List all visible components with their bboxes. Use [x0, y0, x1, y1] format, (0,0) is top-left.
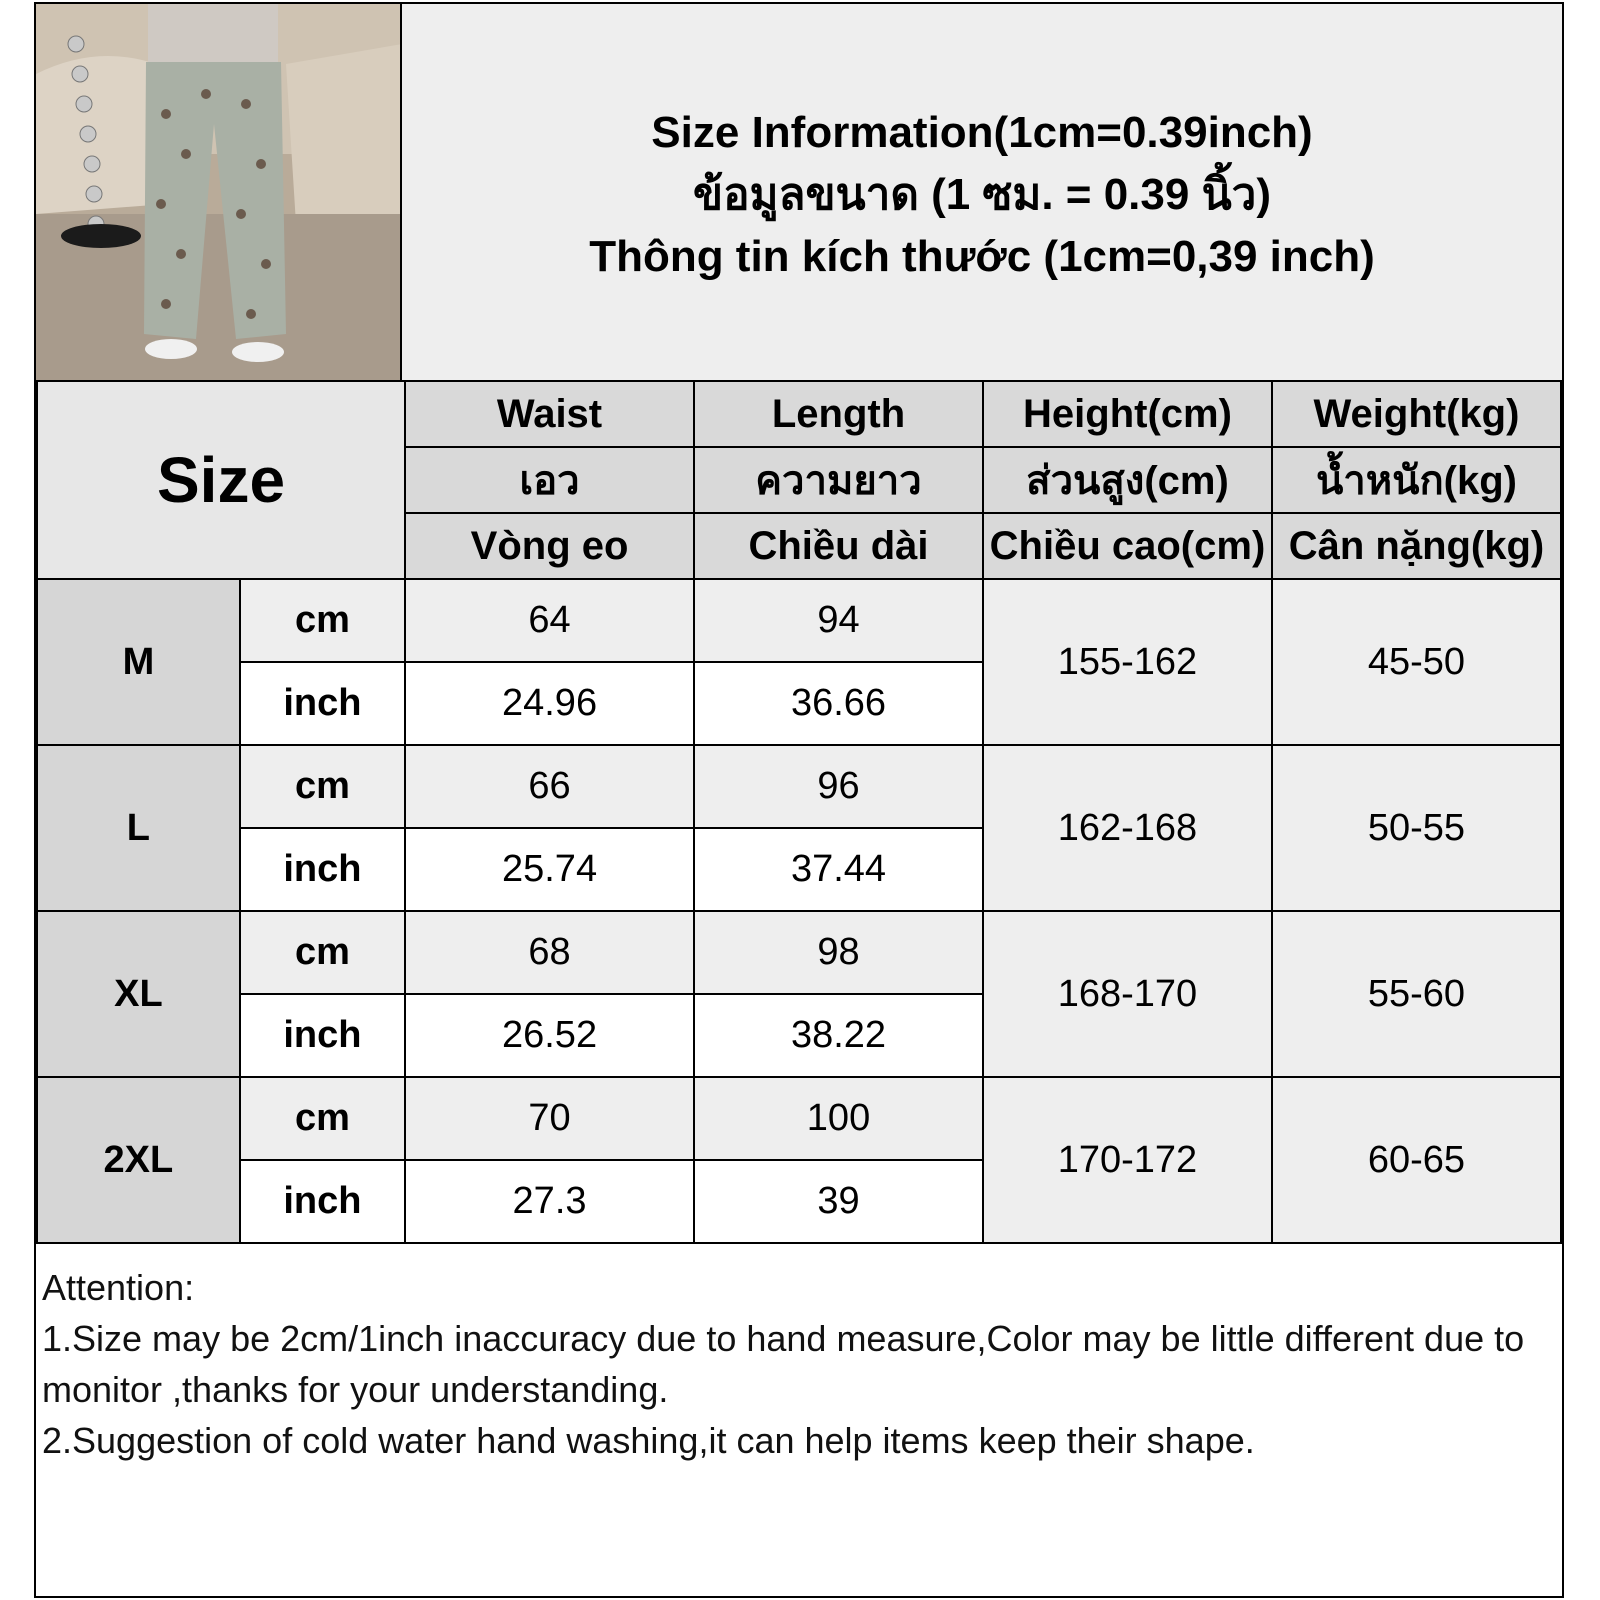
title-line-vietnamese: Thông tin kích thước (1cm=0,39 inch)	[589, 232, 1375, 281]
product-photo	[36, 4, 402, 380]
col-header-waist-thai: เอว	[405, 447, 694, 513]
col-header-length-thai: ความยาว	[694, 447, 983, 513]
col-header-waist: Waist	[405, 381, 694, 447]
waist-inch-value: 24.96	[405, 662, 694, 745]
col-header-weight: Weight(kg)	[1272, 381, 1561, 447]
size-label: XL	[37, 911, 240, 1077]
size-table	[36, 380, 1562, 1244]
weight-range: 60-65	[1272, 1077, 1561, 1243]
product-photo-image	[36, 4, 402, 380]
size-chart-sheet	[34, 2, 1564, 1598]
length-inch-value: 38.22	[694, 994, 983, 1077]
waist-cm-value: 68	[405, 911, 694, 994]
attention-note-2: 2.Suggestion of cold water hand washing,it can help items keep their shape.	[42, 1420, 1255, 1461]
attention-heading: Attention:	[42, 1267, 195, 1308]
height-range: 168-170	[983, 911, 1272, 1077]
unit-label: cm	[240, 579, 405, 662]
col-header-length-vi: Chiều dài	[694, 513, 983, 579]
waist-cm-value: 70	[405, 1077, 694, 1160]
height-range: 155-162	[983, 579, 1272, 745]
unit-label: cm	[240, 1077, 405, 1160]
col-header-weight-vi: Cân nặng(kg)	[1272, 513, 1561, 579]
height-range: 162-168	[983, 745, 1272, 911]
col-header-height-vi: Chiều cao(cm)	[983, 513, 1272, 579]
unit-label: inch	[240, 1160, 405, 1243]
unit-label: inch	[240, 994, 405, 1077]
height-range: 170-172	[983, 1077, 1272, 1243]
unit-label: cm	[240, 911, 405, 994]
length-inch-value: 39	[694, 1160, 983, 1243]
table-row	[37, 745, 1561, 828]
size-label: M	[37, 579, 240, 745]
waist-cm-value: 64	[405, 579, 694, 662]
weight-range: 55-60	[1272, 911, 1561, 1077]
header-row-english	[37, 381, 1561, 447]
length-inch-value: 37.44	[694, 828, 983, 911]
table-row	[37, 911, 1561, 994]
title-line-thai: ข้อมูลขนาด (1 ซม. = 0.39 นิ้ว)	[692, 170, 1271, 219]
size-label: 2XL	[37, 1077, 240, 1243]
size-header: Size	[37, 381, 405, 579]
waist-inch-value: 26.52	[405, 994, 694, 1077]
unit-label: inch	[240, 662, 405, 745]
length-cm-value: 100	[694, 1077, 983, 1160]
col-header-height: Height(cm)	[983, 381, 1272, 447]
col-header-height-thai: ส่วนสูง(cm)	[983, 447, 1272, 513]
length-cm-value: 96	[694, 745, 983, 828]
length-inch-value: 36.66	[694, 662, 983, 745]
table-row	[37, 579, 1561, 662]
title-line-english: Size Information(1cm=0.39inch)	[651, 108, 1313, 157]
col-header-weight-thai: น้ำหนัก(kg)	[1272, 447, 1561, 513]
unit-label: inch	[240, 828, 405, 911]
waist-inch-value: 25.74	[405, 828, 694, 911]
waist-cm-value: 66	[405, 745, 694, 828]
length-cm-value: 94	[694, 579, 983, 662]
waist-inch-value: 27.3	[405, 1160, 694, 1243]
attention-note-1: 1.Size may be 2cm/1inch inaccuracy due to hand measure,Color may be little different due to monitor ,thanks for your understanding.	[42, 1318, 1525, 1410]
weight-range: 45-50	[1272, 579, 1561, 745]
attention-notes	[42, 1262, 1552, 1466]
weight-range: 50-55	[1272, 745, 1561, 911]
size-information-title	[402, 4, 1562, 380]
size-label: L	[37, 745, 240, 911]
unit-label: cm	[240, 745, 405, 828]
col-header-length: Length	[694, 381, 983, 447]
length-cm-value: 98	[694, 911, 983, 994]
col-header-waist-vi: Vòng eo	[405, 513, 694, 579]
table-row	[37, 1077, 1561, 1160]
